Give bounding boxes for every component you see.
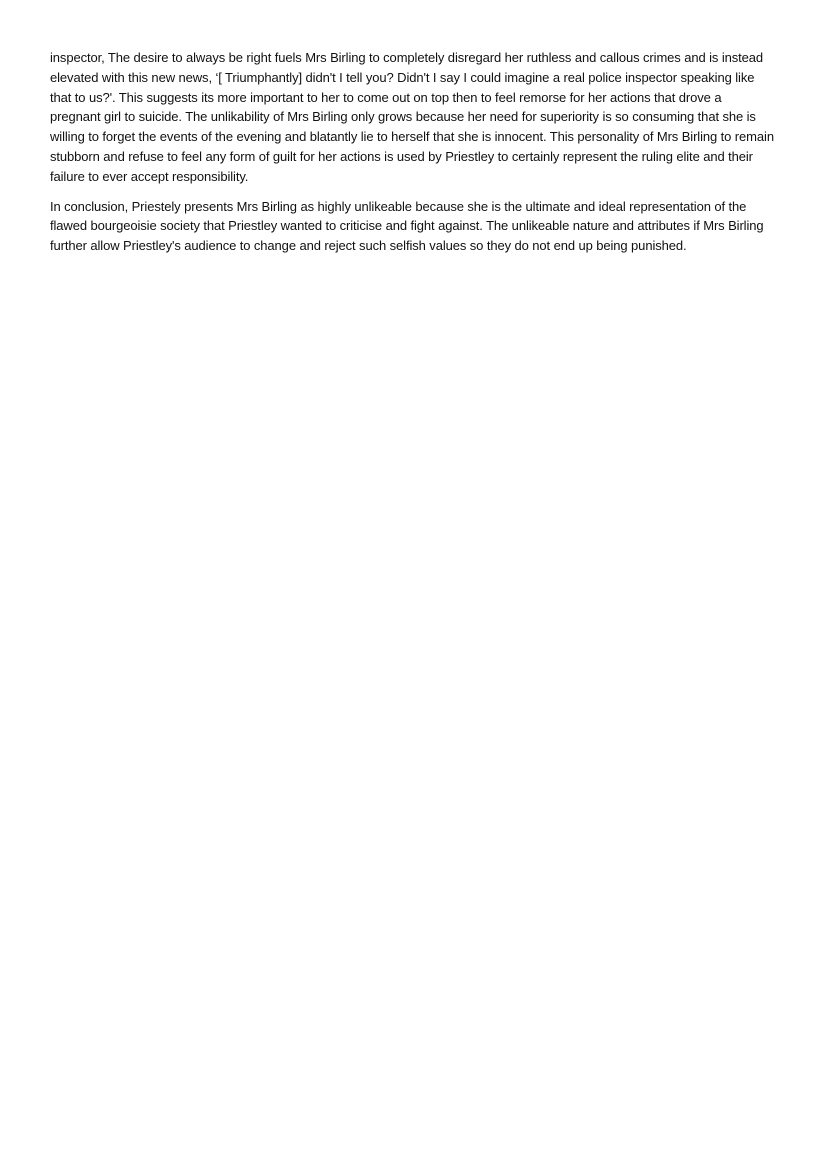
body-paragraph-analysis: inspector, The desire to always be right fuels Mrs Birling to completely disregard her ruthless and callous crimes and is instead elevated with this new news, ‘[ Triumphantly] didn't I tell you? Didn't I say I could imagine a real police inspector speaking like that to us?'. This suggests its more important to her to come out on top then to feel remorse for her actions that drove a pregnant girl to suicide. The unlikability of Mrs Birling only grows because her need for superiority is so consuming that she is willing to forget the events of the evening and blatantly lie to herself that she is innocent. This personality of Mrs Birling to remain stubborn and refuse to feel any form of guilt for her actions is used by Priestley to certainly represent the ruling elite and their failure to ever accept responsibility.	[50, 50, 774, 184]
body-paragraph-conclusion: In conclusion, Priestely presents Mrs Birling as highly unlikeable because she is the ultimate and ideal representation of the flawed bourgeoisie society that Priestley wanted to criticise and fight against. The unlikeable nature and attributes if Mrs Birling further allow Priestley's audience to change and reject such selfish values so they do not end up being punished.	[50, 198, 764, 254]
document-body	[50, 48, 774, 266]
